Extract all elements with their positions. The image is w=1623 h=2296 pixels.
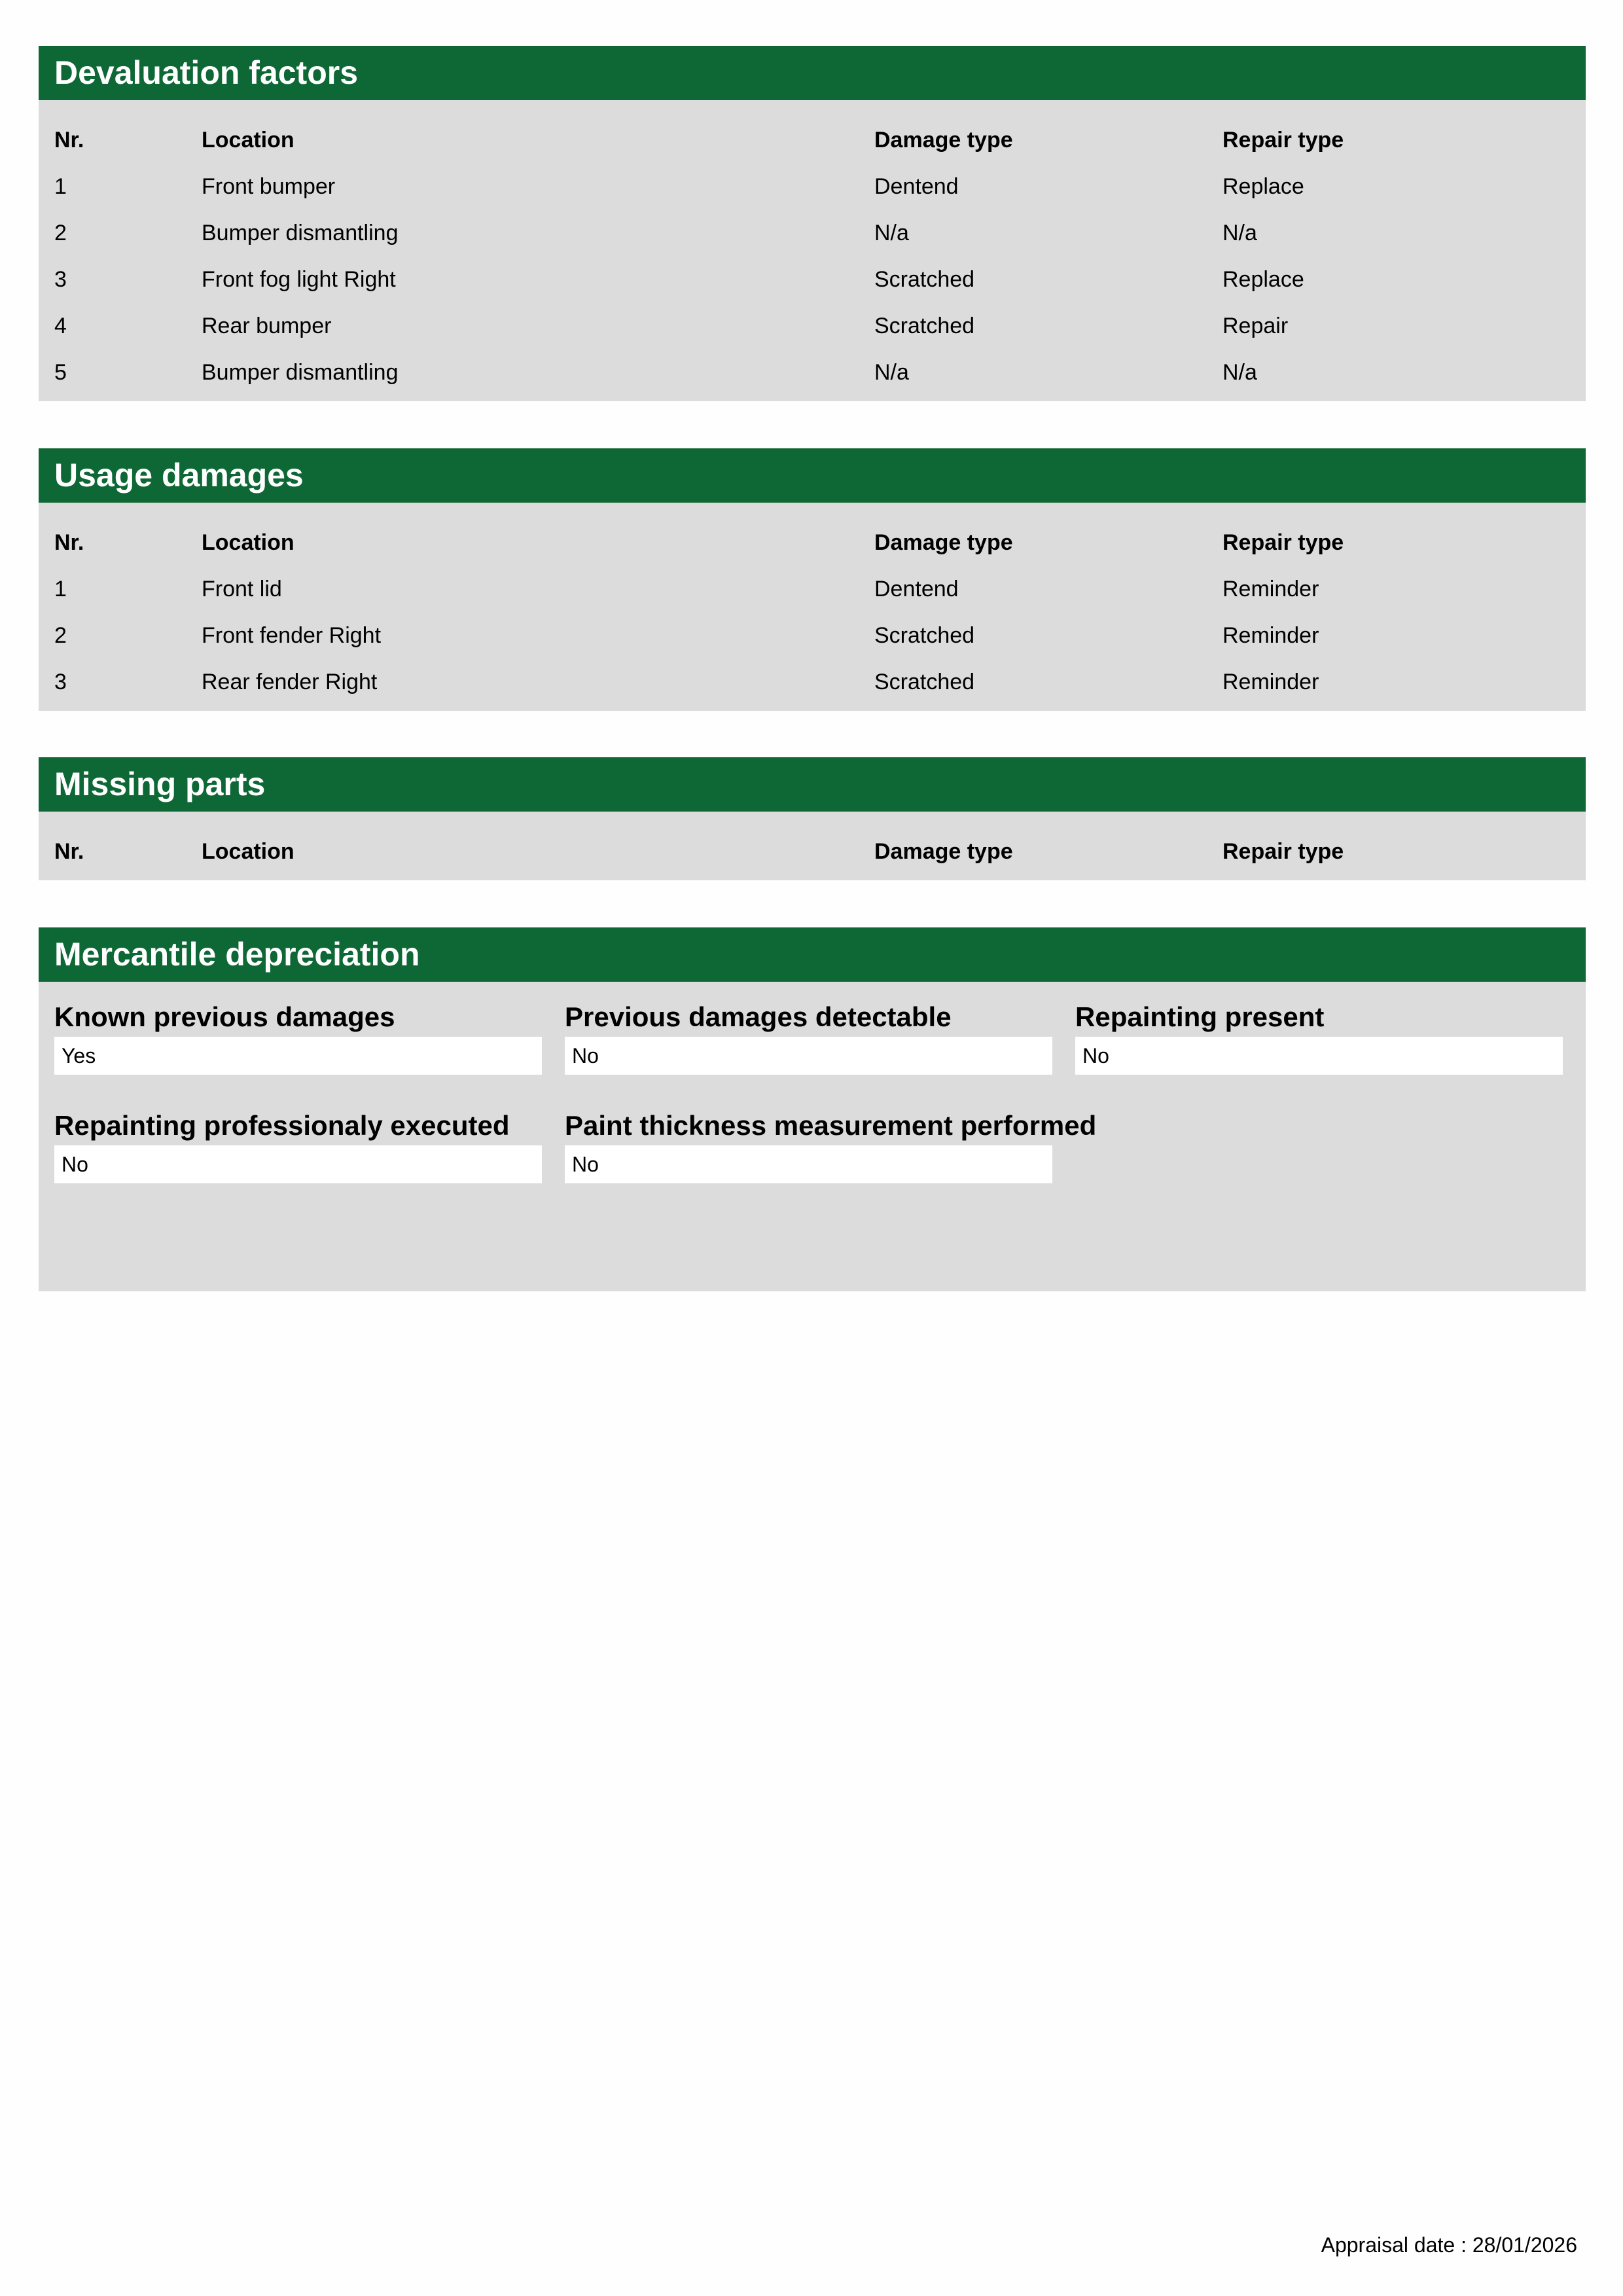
cell-damage-type: Scratched [874,670,975,694]
cell-nr: 5 [54,360,67,385]
col-repair-type-header: Repair type [1222,530,1344,555]
field-label: Previous damages detectable [565,1001,952,1032]
cell-location: Front bumper [202,174,336,199]
col-repair-type-header: Repair type [1222,839,1344,864]
field-value: Yes [54,1037,542,1075]
field-value: No [565,1037,1052,1075]
cell-location: Rear bumper [202,314,332,338]
cell-damage-type: Scratched [874,623,975,648]
table-header-row [39,520,1586,566]
usage-section [39,448,1586,711]
cell-nr: 1 [54,577,67,601]
cell-location: Bumper dismantling [202,360,399,385]
cell-repair-type: Replace [1222,174,1304,199]
field-label: Known previous damages [54,1001,395,1032]
mercantile-section [39,927,1586,1291]
cell-nr: 3 [54,670,67,694]
cell-repair-type: N/a [1222,221,1257,245]
known-previous-damages-field [54,1001,542,1075]
mercantile-title: Mercantile depreciation [39,927,1586,982]
cell-repair-type: Reminder [1222,670,1319,694]
cell-damage-type: Scratched [874,314,975,338]
cell-location: Front fender Right [202,623,382,648]
field-value: No [565,1145,1052,1183]
cell-nr: 2 [54,623,67,648]
cell-location: Front lid [202,577,282,601]
table-row [39,659,1586,706]
table-row [39,566,1586,613]
cell-damage-type: N/a [874,221,909,245]
cell-damage-type: Dentend [874,577,959,601]
cell-location: Bumper dismantling [202,221,399,245]
col-damage-type-header: Damage type [874,839,1013,864]
field-value: No [54,1145,542,1183]
cell-nr: 3 [54,267,67,292]
missing-title: Missing parts [39,757,1586,812]
previous-damages-detectable-field [565,1001,1052,1075]
col-repair-type-header: Repair type [1222,128,1344,152]
col-damage-type-header: Damage type [874,530,1013,555]
cell-damage-type: Dentend [874,174,959,199]
col-location-header: Location [202,128,294,152]
cell-repair-type: Reminder [1222,577,1319,601]
appraisal-date: Appraisal date : 28/01/2026 [1321,2233,1577,2257]
col-nr-header: Nr. [54,530,84,555]
usage-title: Usage damages [39,448,1586,503]
repainting-present-field [1075,1001,1563,1075]
missing-section [39,757,1586,880]
col-nr-header: Nr. [54,128,84,152]
col-location-header: Location [202,839,294,864]
cell-repair-type: N/a [1222,360,1257,385]
paint-thickness-measurement-field [565,1110,1097,1183]
devaluation-section [39,46,1586,401]
field-label: Repainting professionaly executed [54,1110,510,1141]
table-row [39,350,1586,396]
table-row [39,257,1586,303]
cell-nr: 1 [54,174,67,199]
cell-repair-type: Replace [1222,267,1304,292]
col-damage-type-header: Damage type [874,128,1013,152]
field-value: No [1075,1037,1563,1075]
devaluation-title: Devaluation factors [39,46,1586,100]
table-row [39,210,1586,257]
cell-nr: 4 [54,314,67,338]
missing-table [39,812,1586,880]
col-nr-header: Nr. [54,839,84,864]
table-header-row [39,829,1586,875]
table-row [39,613,1586,659]
repainting-professionaly-executed-field [54,1110,542,1183]
field-label: Repainting present [1075,1001,1325,1032]
mercantile-body [39,982,1586,1291]
cell-repair-type: Repair [1222,314,1289,338]
cell-nr: 2 [54,221,67,245]
cell-location: Rear fender Right [202,670,378,694]
usage-table [39,503,1586,711]
cell-repair-type: Reminder [1222,623,1319,648]
cell-damage-type: Scratched [874,267,975,292]
table-row [39,164,1586,210]
cell-damage-type: N/a [874,360,909,385]
col-location-header: Location [202,530,294,555]
table-header-row [39,117,1586,164]
cell-location: Front fog light Right [202,267,396,292]
field-label: Paint thickness measurement performed [565,1110,1097,1141]
table-row [39,303,1586,350]
devaluation-table [39,100,1586,401]
